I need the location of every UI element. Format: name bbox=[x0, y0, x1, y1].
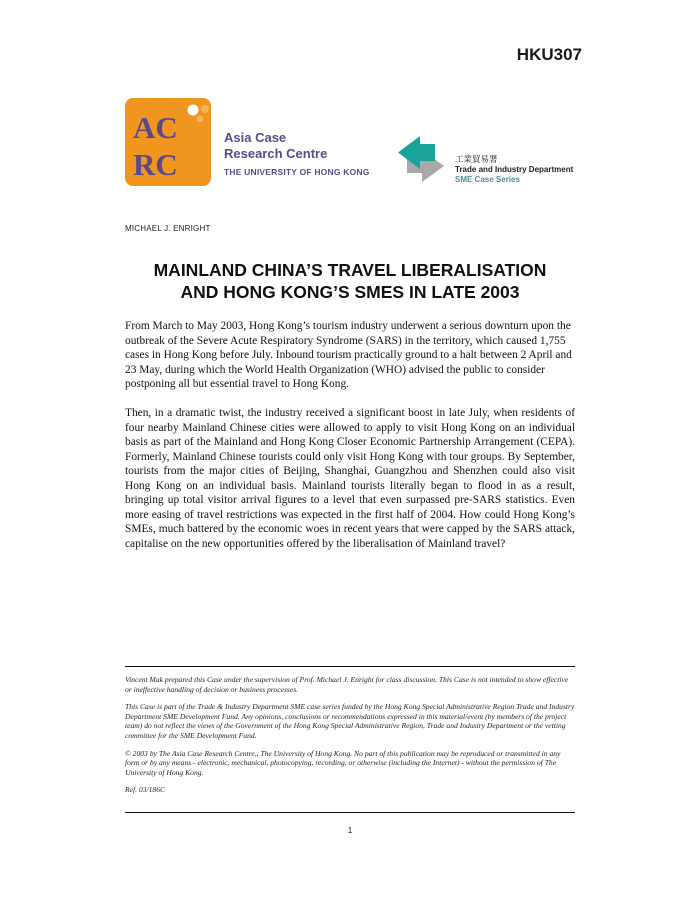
footnote-preparation: Vincent Mak prepared this Case under the supervision of Prof. Michael J. Enright for class discussion. This Case is not intended to show effective or ineffective handling of decision or business processes. bbox=[125, 675, 569, 694]
acrc-name-line2: Research Centre bbox=[224, 146, 328, 161]
footnote-funding: This Case is part of the Trade & Industry Department SME case series funded by the Hong Kong Special Administrative Region Trade and Industry Department SME Development Fund. Any opinions, conclusions or recommendations expressed in this material/event (by members of the project team) do not reflect the views of the Government of the Hong Kong Special Administrative Region, Trade and Industry Department or the vetting committee for the SME Development Fund. bbox=[125, 702, 575, 740]
acrc-letters-bottom: RC bbox=[133, 147, 178, 182]
footnote-reference: Ref. 03/186C bbox=[125, 785, 166, 795]
case-title-line2: AND HONG KONG’S SMES IN LATE 2003 bbox=[180, 282, 520, 302]
case-title bbox=[125, 259, 575, 303]
footnote-copyright: © 2003 by The Asia Case Research Centre,, The University of Hong Kong. No part of this publication may be reproduced or transmitted in any form or by any means - electronic, mechanical, photocopying, recording, or otherwise (including the Internet) - without the permission of The University of Hong Kong. bbox=[125, 748, 561, 777]
acrc-university: THE UNIVERSITY OF HONG KONG bbox=[224, 167, 370, 177]
tid-series: SME Case Series bbox=[455, 175, 520, 184]
footnote-top-rule bbox=[125, 666, 575, 667]
acrc-name bbox=[224, 130, 370, 177]
author: MICHAEL J. ENRIGHT bbox=[125, 224, 211, 233]
footnotes bbox=[125, 675, 575, 803]
acrc-letters-top: AC bbox=[133, 110, 178, 145]
acrc-dot-small bbox=[197, 116, 204, 123]
acrc-dot-large bbox=[188, 105, 199, 116]
page-number: 1 bbox=[347, 826, 353, 835]
case-title-line1: MAINLAND CHINA’S TRAVEL LIBERALISATION bbox=[153, 260, 547, 280]
footnote-bottom-rule bbox=[125, 812, 575, 813]
acrc-dot-medium bbox=[201, 105, 209, 113]
case-code: HKU307 bbox=[516, 45, 582, 64]
tid-name bbox=[455, 154, 573, 185]
body-paragraph-1: From March to May 2003, Hong Kong’s tourism industry underwent a serious downturn upon the outbreak of the Severe Acute Respiratory Syndrome (SARS) in the territory, which caused 1,755 cases in Hong Kong before July. Inbound tourism practically ground to a halt between 2 April and 23 May, during which the World Health Organization (WHO) advised the public to consider postponing all but essential travel to Hong Kong. bbox=[125, 320, 572, 390]
tid-english-name: Trade and Industry Department bbox=[455, 165, 574, 174]
tid-arrows-icon bbox=[396, 136, 446, 188]
acrc-name-line1: Asia Case bbox=[224, 130, 287, 145]
acrc-logo bbox=[125, 98, 215, 186]
body-paragraph-2: Then, in a dramatic twist, the industry received a significant boost in late July, when residents of four nearby Mainland Chinese cities were allowed to apply to visit Hong Kong on an individual basis as part of the Mainland and Hong Kong Closer Economic Partnership Arrangement (CEPA). Formerly, Mainland Chinese tourists could only visit Hong Kong with tour groups. By September, tourists from the major cities of Beijing, Shanghai, Guangzhou and Shenzhen could also visit Hong Kong on an individual basis. Mainland tourists literally began to flood in as a result, bringing up total visitor arrival figures to a level that even surpassed pre-SARS statistics. Even more easing of travel restrictions was expected in the first half of 2004. How could Hong Kong’s SMEs, much battered by the economic woes in recent years that were capped by the SARS attack, capitalise on the new opportunities offered by the liberalisation of Mainland travel? bbox=[125, 407, 575, 550]
tid-chinese-name: 工業貿易署 bbox=[455, 154, 498, 164]
